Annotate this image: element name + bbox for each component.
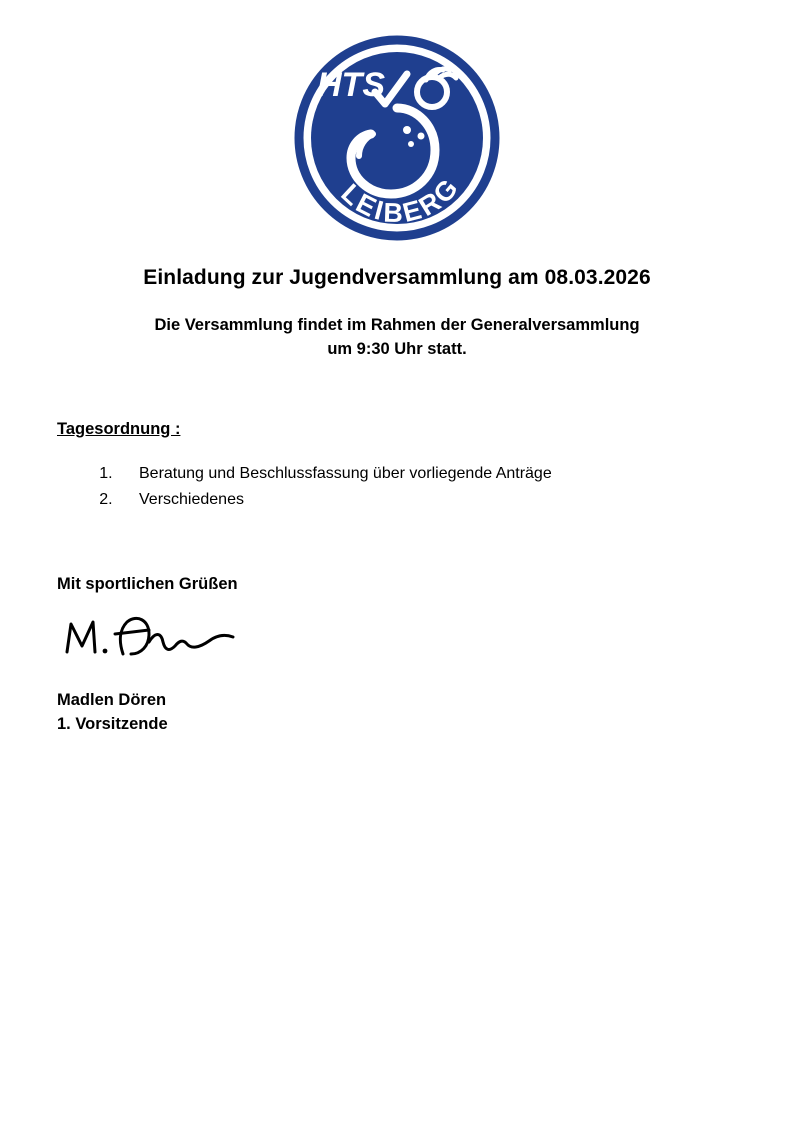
signer-block: [57, 688, 737, 738]
list-item: 1. Beratung und Beschlussfassung über vorliegende Anträge: [117, 461, 737, 487]
hts-leiberg-club-logo: [289, 30, 505, 246]
signer-name: Madlen Dören: [57, 690, 167, 709]
subtitle: [0, 314, 794, 362]
closing-line: Mit sportlichen Grüßen: [57, 574, 238, 593]
document-body: [0, 362, 794, 737]
svg-text:HTS: HTS: [317, 66, 385, 104]
subtitle-line-2: um 9:30 Uhr statt.: [327, 339, 467, 358]
subtitle-line-1: Die Versammlung findet im Rahmen der Generalversammlung: [154, 316, 640, 334]
page-title: Einladung zur Jugendversammlung am 08.03.2026: [143, 266, 651, 289]
svg-text:LEIBERG: LEIBERG: [335, 171, 466, 229]
signer-role: 1. Vorsitzende: [57, 715, 168, 734]
list-item: 2. Verschiedenes: [117, 487, 737, 513]
agenda-list: [57, 461, 737, 513]
logo-container: [0, 0, 794, 246]
agenda-heading: Tagesordnung :: [57, 419, 181, 438]
signature-image: [57, 608, 247, 672]
